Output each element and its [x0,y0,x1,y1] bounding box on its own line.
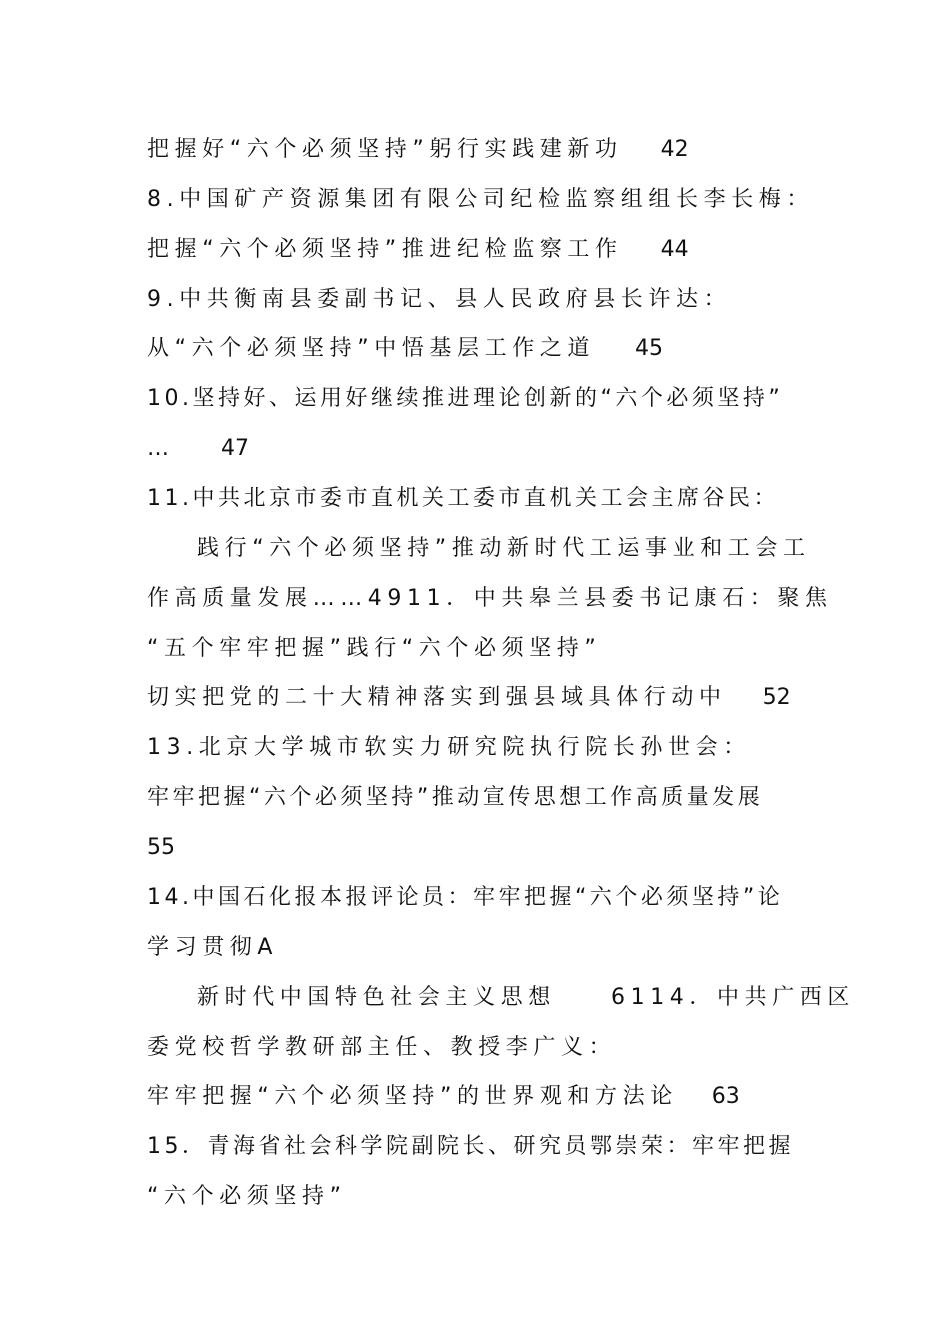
toc-line [147,733,751,763]
toc-text: 把握好“六个必须坚持”躬行实践建新功 [147,137,623,162]
toc-line [147,1182,347,1212]
toc-line [197,534,811,564]
toc-line [147,783,763,813]
toc-text: “六个必须坚持” [147,1184,347,1209]
toc-line [147,634,601,664]
toc-line [147,883,783,913]
toc-page-number: 63 [711,1084,740,1109]
toc-line [147,135,689,165]
toc-text: 14.中国石化报本报评论员：牢牢把握“六个必须坚持”论 [147,885,784,910]
toc-line [147,185,814,215]
toc-page-number: 42 [660,137,689,162]
toc-text: 牢牢把握“六个必须坚持”推动宣传思想工作高质量发展 [147,785,764,810]
toc-text: 切实把党的二十大精神落实到强县域具体行动中 [147,685,727,710]
toc-text: 践行“六个必须坚持”推动新时代工运事业和工会工 [197,536,811,561]
toc-text: 作高质量发展……4911．中共皋兰县委书记康石：聚焦 [147,586,833,611]
toc-line [197,983,855,1013]
toc-text: 9.中共衡南县委副书记、县人民政府县长许达： [147,287,732,312]
toc-page-number: 44 [660,237,689,262]
toc-line [147,933,278,963]
toc-line [147,484,779,514]
toc-line [147,235,689,265]
toc-text: 55 [147,835,175,860]
toc-text: 10.坚持好、运用好继续推进理论创新的“六个必须坚持” [147,386,784,411]
toc-text: 把握“六个必须坚持”推进纪检监察工作 [147,237,623,262]
toc-line [147,683,791,713]
toc-line [147,1033,616,1063]
toc-text: 牢牢把握“六个必须坚持”的世界观和方法论 [147,1084,678,1109]
toc-text: 8.中国矿产资源集团有限公司纪检监察组组长李长梅： [147,187,814,212]
toc-text: 11.中共北京市委市直机关工委市直机关工会主席谷民： [147,486,779,511]
toc-line [147,285,731,315]
toc-line [147,1082,740,1112]
toc-text: “五个牢牢把握”践行“六个必须坚持” [147,636,602,661]
toc-page-number: 52 [762,685,791,710]
toc-line [147,434,249,464]
toc-page-number: 47 [221,436,249,461]
toc-line [147,334,663,364]
toc-page-number: 45 [635,336,663,361]
toc-text: 新时代中国特色社会主义思想 6114．中共广西区 [197,985,855,1010]
toc-text: … [147,436,169,461]
toc-text: 13.北京大学城市软实力研究院执行院长孙世会： [147,735,751,760]
toc-text: 学习贯彻A [147,935,279,960]
toc-line [147,584,833,614]
toc-line [147,1132,794,1162]
toc-line [147,384,783,414]
toc-text: 从“六个必须坚持”中悟基层工作之道 [147,336,595,361]
toc-line [147,833,175,863]
toc-text: 15．青海省社会科学院副院长、研究员鄂崇荣：牢牢把握 [147,1134,794,1159]
toc-text: 委党校哲学教研部主任、教授李广义： [147,1035,617,1060]
